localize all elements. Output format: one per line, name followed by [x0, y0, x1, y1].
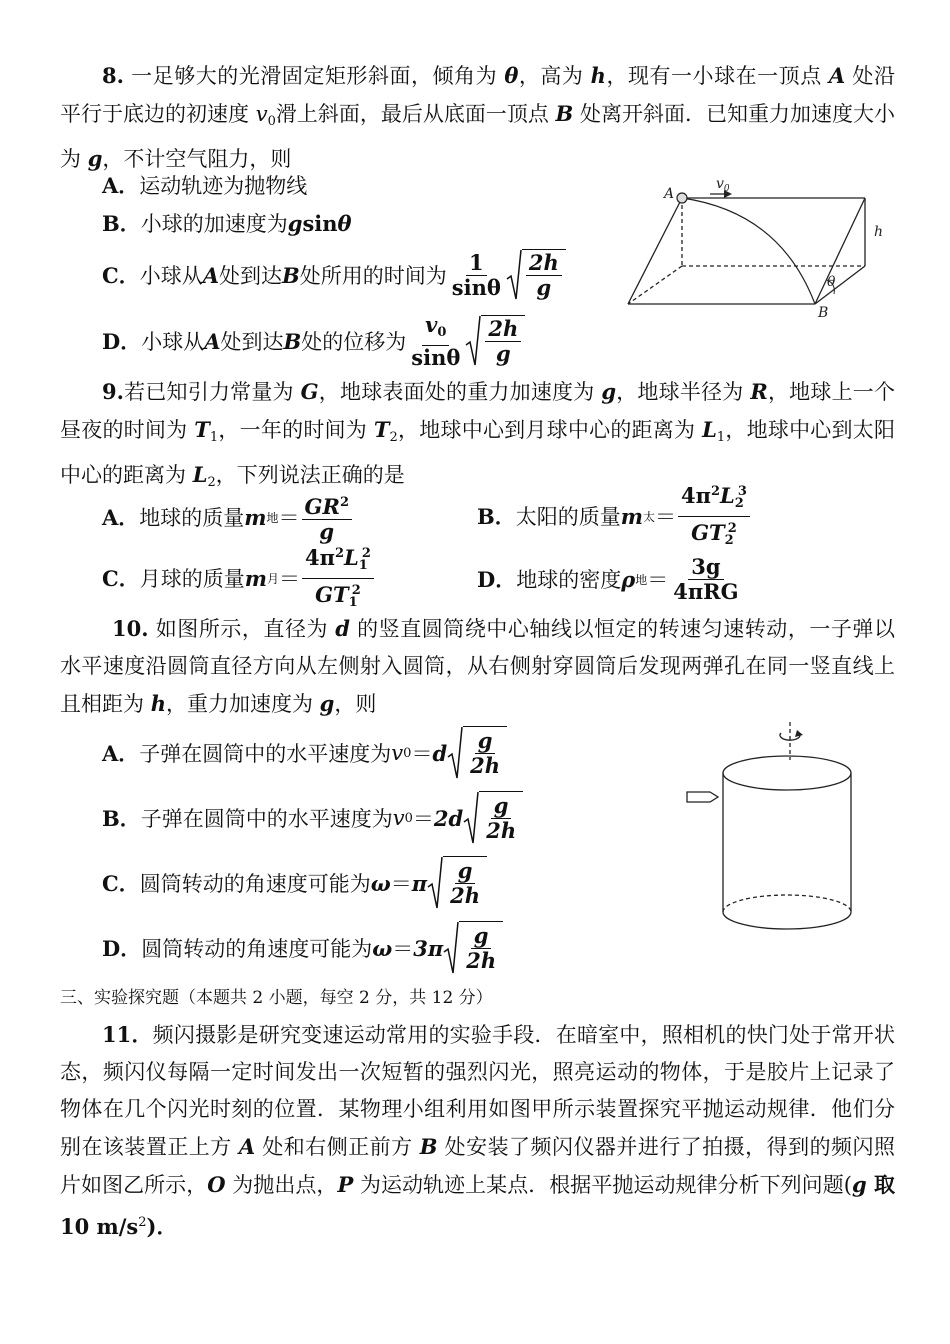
q9-option-c: C． 月球的质量 m 月 ＝ $\frac{4\pi^2L_1^2}{GT_1^2}$ — [102, 550, 376, 606]
q10-option-c: C． 圆筒转动的角速度可能为 ω ＝ π $\frac{g}{2h}$ — [102, 855, 487, 911]
q8-option-b: B． 小球的加速度为 g sin θ — [102, 210, 352, 236]
q9-option-a: A． 地球的质量 m 地 ＝ $\frac{GR^2}{g}$ — [102, 490, 354, 544]
q10-option-d: D． 圆筒转动的角速度可能为 ω ＝ 3π $\frac{g}{2h}$ — [102, 920, 503, 976]
q10-number: 10. — [112, 616, 149, 641]
q10-option-b: B． 子弹在圆筒中的水平速度为 v 0 ＝ 2d $\frac{g}{2h}$ — [102, 790, 523, 846]
q9-number: 9. — [102, 379, 124, 404]
q11-number: 11． — [102, 1022, 153, 1047]
q8-option-c: C． 小球从 A 处到达 B 处所用的时间为 $\frac{1}{\sin\theta}$ $\frac{2h}{g}$ — [102, 248, 566, 302]
svg-text:B: B — [818, 305, 829, 321]
q8-option-d: D． 小球从 A 处到达 B 处的位移为 $\frac{v_0}{\sin\theta}$ $\frac{2h}{g}$ — [102, 314, 525, 368]
q10-option-a: A． 子弹在圆筒中的水平速度为 v 0 ＝ d $\frac{g}{2h}$ — [102, 725, 507, 781]
section3-title: 三、实验探究题（本题共 2 小题，每空 2 分，共 12 分） — [60, 988, 493, 1008]
q11-stem: 11．频闪摄影是研究变速运动常用的实验手段．在暗室中，照相机的快门处于常开状态，频闪仪每隔一定时间发出一次短暂的强烈闪光，照亮运动的物体，于是胶片上记录了物体在几个闪光时刻的位置．某物理小组利用如图甲所示装置探究平抛运动规律．他们分别在该装置正上方 A 处和右侧正前方 B 处安装了频闪仪器并进行了拍摄，得到的频闪照片如图乙所示，O 为抛出点，P 为运动轨迹上某点．根据平抛运动规律分析下列问题(g 取 10 $m/s^2$)． — [60, 1022, 895, 1239]
q9-stem: 9.若已知引力常量为 G，地球表面处的重力加速度为 g，地球半径为 R，地球上一个昼夜的时间为 $T_1$，一年的时间为 $T_2$，地球中心到月球中心的距离为 $L_1$，地球中心到太阳中心的距离为 $L_2$，下列说法正确的是 — [60, 379, 895, 490]
bullet-icon — [687, 792, 718, 802]
q8-number: 8. — [102, 63, 124, 88]
q9-option-d: D． 地球的密度 ρ 地 ＝ $\frac{3g}{\text{4πRG}}$ — [477, 553, 739, 604]
q8-option-a: A． 运动轨迹为抛物线 — [102, 173, 308, 198]
svg-text:v0: $v_0$ — [716, 176, 730, 194]
q8-stem: 8. 一足够大的光滑固定矩形斜面，倾角为 θ，高为 h，现有一小球在一顶点 A 处沿平行于底边的初速度 $v_0$滑上斜面，最后从底面一顶点 B 处离开斜面．已知重力加速度大小为 g，不计空气阻力，则 — [60, 63, 895, 171]
q9-option-b: B． 太阳的质量 m 太 ＝ $\frac{4\pi^2L_2^3}{GT_2^2}$ — [477, 488, 752, 544]
q10-stem: 10. 如图所示，直径为 d 的竖直圆筒绕中心轴线以恒定的转速匀速转动，一子弹以水平速度沿圆筒直径方向从左侧射入圆筒，从右侧射穿圆筒后发现两弹孔在同一竖直线上且相距为 h，重力加速度为 g，则 — [60, 616, 895, 716]
q8-incline-figure — [620, 172, 895, 322]
q10-cylinder-figure — [684, 720, 859, 935]
svg-text:θ: θ — [827, 274, 836, 290]
rotation-arrow-icon — [795, 730, 803, 737]
svg-text:A: A — [664, 186, 675, 202]
ball-icon — [677, 193, 687, 203]
svg-text:h: h — [874, 224, 884, 240]
